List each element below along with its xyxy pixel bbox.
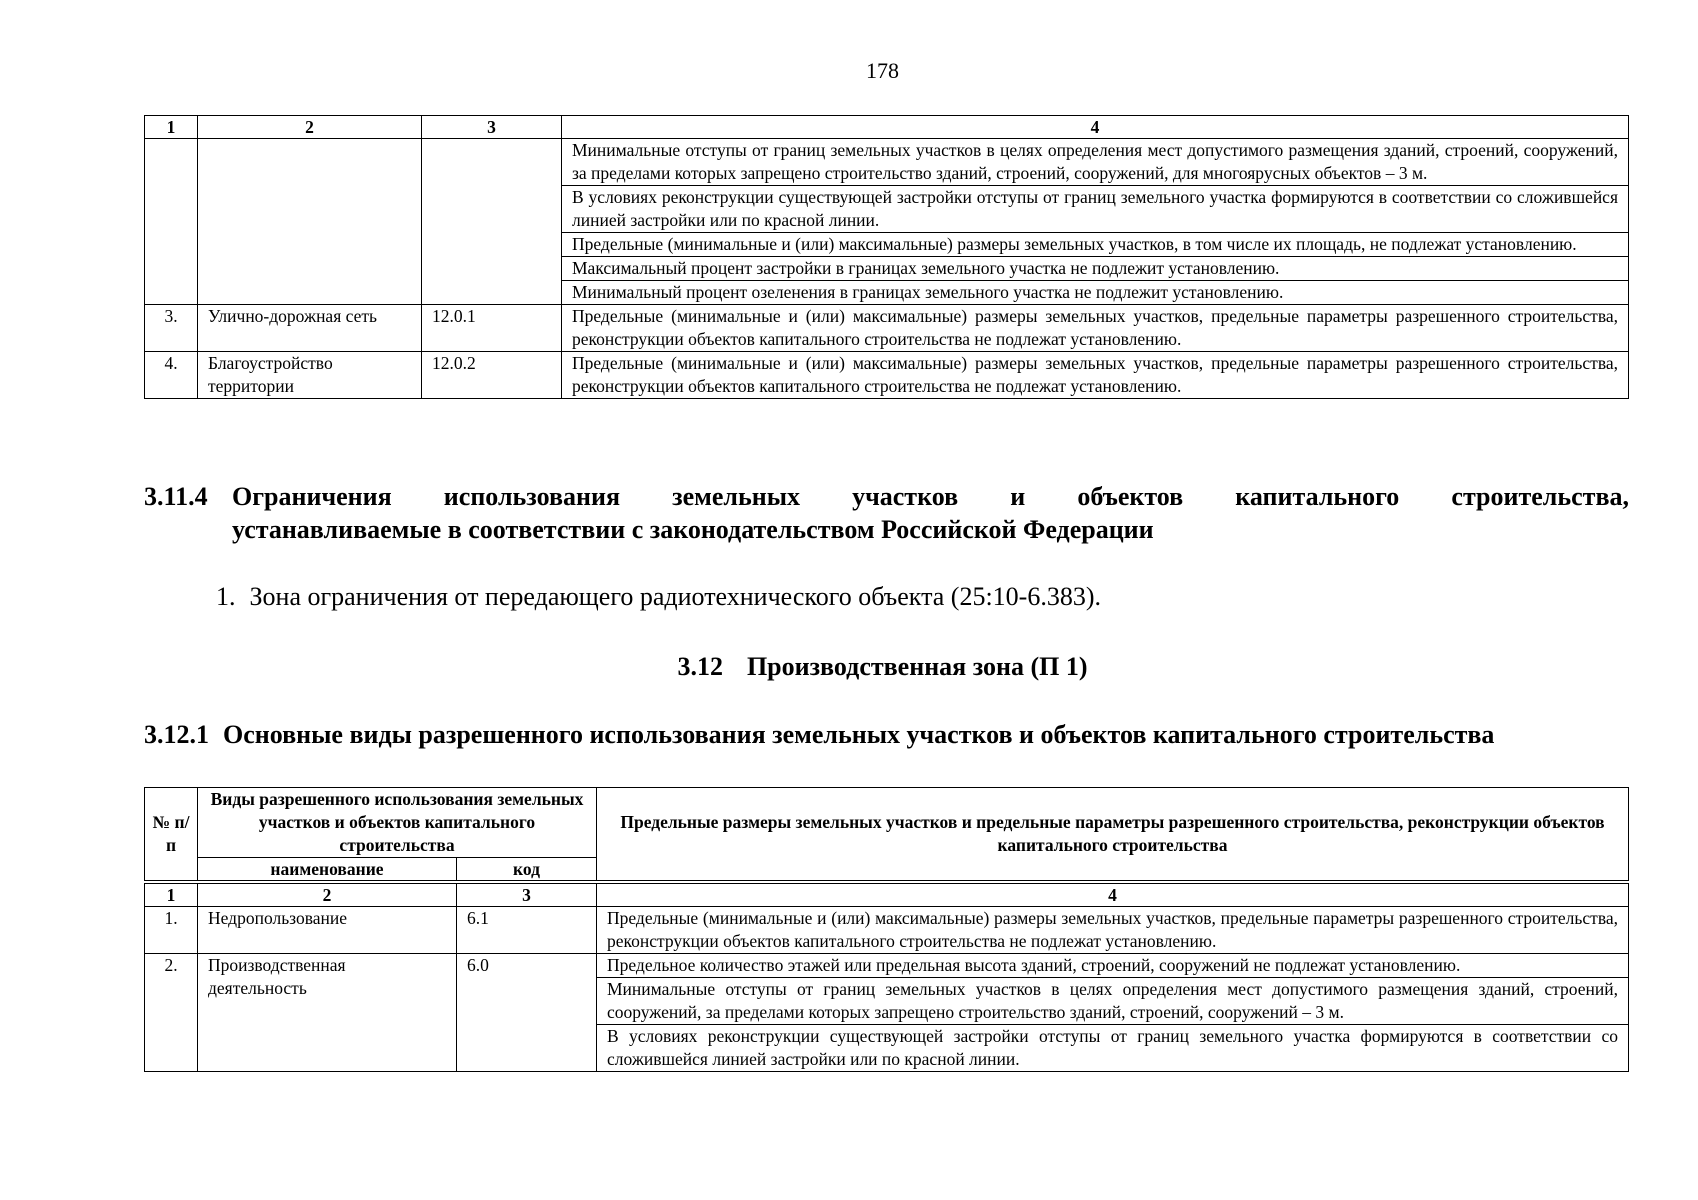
col-number-4: 4 [562, 116, 1629, 139]
col-number-1: 1 [145, 882, 198, 907]
header-num: № п/п [145, 788, 198, 883]
row-number: 4. [145, 352, 198, 399]
table-column-numbers [145, 882, 1629, 907]
table-row [145, 907, 1629, 954]
list-item [216, 580, 1101, 613]
section-heading-3-12-1 [144, 718, 1629, 751]
col-number-4: 4 [597, 882, 1629, 907]
section-title-line2: устанавливаемые в соответствии с законодательством Российской Федерации [232, 515, 1154, 544]
empty-cell [145, 139, 198, 305]
section-title-line1: Ограничения использования земельных участков и объектов капитального строительства, [232, 482, 1629, 511]
use-name: Благоустройство территории [198, 352, 422, 399]
section-number: 3.12 [677, 652, 723, 681]
section-heading-3-11-4 [144, 480, 1629, 546]
table-permitted-uses [144, 787, 1629, 1072]
param-cell: Предельные (минимальные и (или) максимальные) размеры земельных участков, предельные параметры разрешенного строительства, реконструкции объектов капитального строительства не подлежат установлению. [597, 907, 1629, 954]
list-text: Зона ограничения от передающего радиотехнического объекта (25:10-6.383). [249, 582, 1101, 611]
page-number: 178 [866, 58, 899, 83]
table-row [145, 954, 1629, 978]
param-cell: Минимальные отступы от границ земельных участков в целях определения мест допустимого размещения зданий, строений, сооружений, за пределами которых запрещено строительство зданий, строений, сооружений – 3 м. [597, 978, 1629, 1025]
section-number: 3.12.1 [144, 720, 209, 749]
param-cell: Предельное количество этажей или предельная высота зданий, строений, сооружений не подлежат установлению. [597, 954, 1629, 978]
use-code: 6.0 [457, 954, 597, 1072]
section-heading-3-12 [0, 650, 1698, 683]
table-column-numbers [145, 116, 1629, 139]
row-number: 3. [145, 305, 198, 352]
empty-cell [422, 139, 562, 305]
table-row [145, 139, 1629, 186]
use-code: 6.1 [457, 907, 597, 954]
col-number-3: 3 [422, 116, 562, 139]
param-cell: В условиях реконструкции существующей застройки отступы от границ земельного участка формируются в соответствии со сложившейся линией застройки или по красной линии. [562, 186, 1629, 233]
section-title: Производственная зона (П 1) [746, 652, 1088, 681]
header-code: код [457, 858, 597, 883]
col-number-3: 3 [457, 882, 597, 907]
param-cell: Предельные (минимальные и (или) максимальные) размеры земельных участков, предельные параметры разрешенного строительства, реконструкции объектов капитального строительства не подлежат установлению. [562, 305, 1629, 352]
use-name: Улично-дорожная сеть [198, 305, 422, 352]
header-types: Виды разрешенного использования земельных участков и объектов капитального строительства [198, 788, 597, 858]
col-number-1: 1 [145, 116, 198, 139]
col-number-2: 2 [198, 116, 422, 139]
section-number: 3.11.4 [144, 482, 208, 511]
row-number: 1. [145, 907, 198, 954]
empty-cell [198, 139, 422, 305]
use-name: Недропользование [198, 907, 457, 954]
param-cell: Предельные (минимальные и (или) максимальные) размеры земельных участков, предельные параметры разрешенного строительства, реконструкции объектов капитального строительства не подлежат установлению. [562, 352, 1629, 399]
table-continued [144, 115, 1629, 399]
param-cell: Предельные (минимальные и (или) максимальные) размеры земельных участков, в том числе их площадь, не подлежат установлению. [562, 233, 1629, 257]
list-number: 1. [216, 582, 236, 611]
use-code: 12.0.2 [422, 352, 562, 399]
table-row [145, 305, 1629, 352]
use-name: Производственная деятельность [198, 954, 457, 1072]
table-header-row [145, 788, 1629, 858]
header-name: наименование [198, 858, 457, 883]
row-number: 2. [145, 954, 198, 1072]
param-cell: Максимальный процент застройки в границах земельного участка не подлежит установлению. [562, 257, 1629, 281]
param-cell: В условиях реконструкции существующей застройки отступы от границ земельного участка формируются в соответствии со сложившейся линией застройки или по красной линии. [597, 1025, 1629, 1072]
col-number-2: 2 [198, 882, 457, 907]
param-cell: Минимальный процент озеленения в границах земельного участка не подлежит установлению. [562, 281, 1629, 305]
param-cell: Минимальные отступы от границ земельных участков в целях определения мест допустимого размещения зданий, строений, сооружений, за пределами которых запрещено строительство зданий, строений, сооружений, для многоярусных объектов – 3 м. [562, 139, 1629, 186]
table-row [145, 352, 1629, 399]
section-title: Основные виды разрешенного использования земельных участков и объектов капитального строительства [223, 720, 1495, 749]
header-params: Предельные размеры земельных участков и предельные параметры разрешенного строительства, реконструкции объектов капитального строительства [597, 788, 1629, 883]
use-code: 12.0.1 [422, 305, 562, 352]
